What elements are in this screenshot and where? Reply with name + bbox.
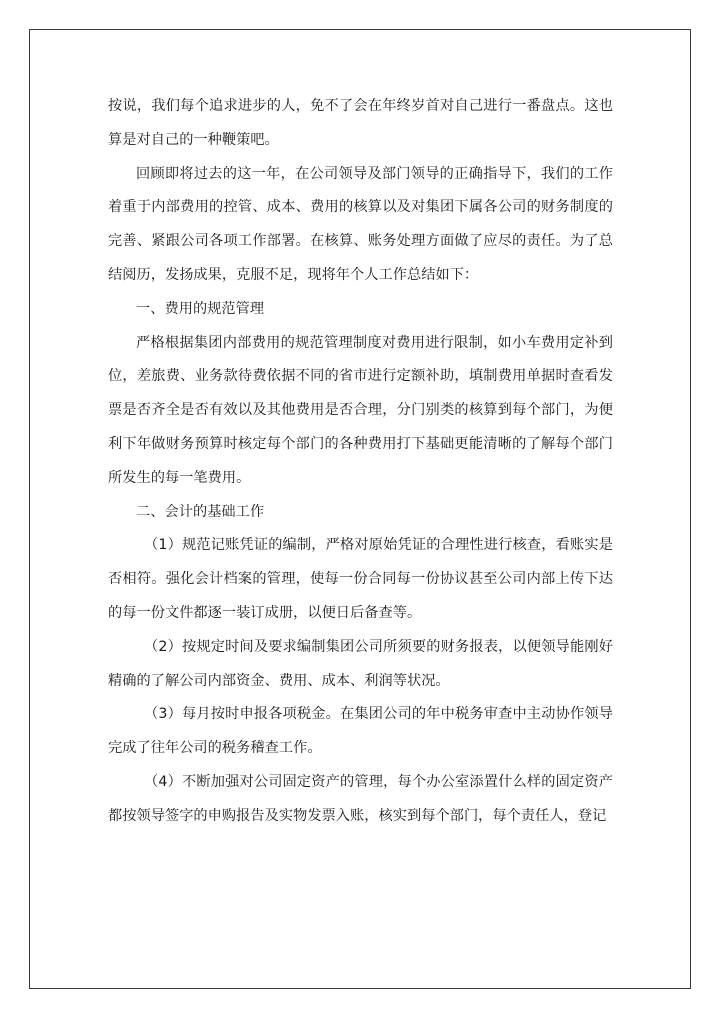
section-heading-accounting-basics: 二、会计的基础工作 (136, 503, 265, 520)
paragraph-item-3: （3）每月按时申报各项税金。在集团公司的年中税务审查中主动协作领导完成了往年公司的税务稽查工作。 (108, 706, 613, 757)
paragraph-expense-control: 严格根据集团内部费用的规范管理制度对费用进行限制，如小车费用定补到位，差旅费、业务款待费依据不同的省市进行定额补助，填制费用单据时查看发票是否齐全是否有效以及其他费用是否合理，分门别类的核算到每个部门，为便利下年做财务预算时核定每个部门的各种费用打下基础更能清晰的了解每个部门所发生的每一笔费用。 (108, 334, 613, 486)
document-body (108, 90, 613, 834)
paragraph-item-2: （2）按规定时间及要求编制集团公司所须要的财务报表，以便领导能刚好精确的了解公司内部资金、费用、成本、利润等状况。 (108, 638, 613, 689)
paragraph-review: 回顾即将过去的这一年，在公司领导及部门领导的正确指导下，我们的工作着重于内部费用的控管、成本、费用的核算以及对集团下属各公司的财务制度的完善、紧跟公司各项工作部署。在核算、账务处理方面做了应尽的责任。为了总结阅历，发扬成果，克服不足，现将年个人工作总结如下： (108, 165, 613, 283)
paragraph-item-4: （4）不断加强对公司固定资产的管理，每个办公室添置什么样的固定资产都按领导签字的申购报告及实物发票入账，核实到每个部门，每个责任人，登记 (108, 773, 613, 824)
paragraph-intro: 按说，我们每个追求进步的人，免不了会在年终岁首对自己进行一番盘点。这也算是对自己的一种鞭策吧。 (108, 98, 613, 148)
section-heading-expense-management: 一、费用的规范管理 (136, 300, 265, 317)
paragraph-item-1: （1）规范记账凭证的编制，严格对原始凭证的合理性进行核查，看账实是否相符。强化会计档案的管理，使每一份合同每一份协议甚至公司内部上传下达的每一份文件都逐一装订成册，以便日后备查等。 (108, 537, 613, 621)
